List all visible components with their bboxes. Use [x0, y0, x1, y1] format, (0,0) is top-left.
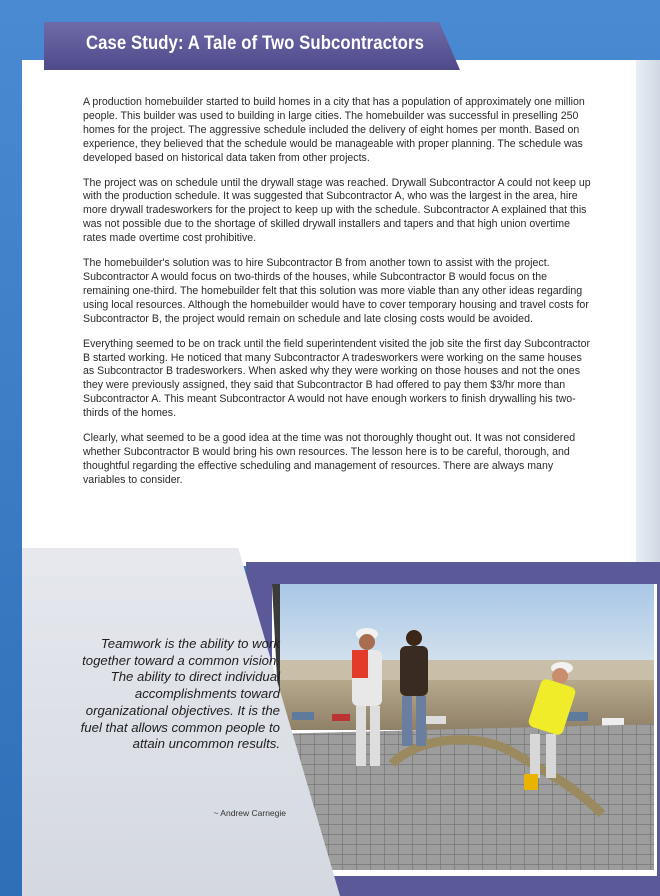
quote-author: ~ Andrew Carnegie: [213, 808, 286, 818]
paragraph-2: The project was on schedule until the drywall stage was reached. Drywall Subcontractor A could not keep up with the production schedule. It was suggested that Subcontractor A, who was the largest in the area, hire more drywall tradesworkers for the project to keep up with the schedule. Subcontractor A explained that this was not possible due to the shortage of skilled drywall installers and tapers and that high union overtime rates made overtime cost prohibitive.: [83, 176, 591, 245]
paragraph-5: Clearly, what seemed to be a good idea at the time was not thoroughly thought out. It was not considered whether Subcontractor B would bring his own resources. The lesson here is to be careful, thorough, and thoughtful regarding the effective scheduling and management of resources. There are always many variables to consider.: [83, 432, 576, 486]
paragraph-3: The homebuilder's solution was to hire Subcontractor B from another town to assist with the project. Subcontractor A would focus on two-thirds of the houses, while Subcontractor B would focus on the remaining one-third. The homebuilder felt that this solution was more viable than any other ideas regarding using local resources. Although the homebuilder would have to cover temporary housing and travel costs for Subcontractor B, the project would remain on schedule and late closing costs would be avoided.: [83, 257, 589, 325]
construction-photo: [272, 584, 654, 870]
paragraph-4: Everything seemed to be on track until the field superintendent visited the job site the first day Subcontractor B started working. He noticed that many Subcontractor A tradesworkers were working on the same houses as Subcontractor B tradesworkers. When asked why they were working on those houses and not the ones they were previously assigned, they said that Subcontractor B had offered to pay them $3/hr more than Subcontractor A. This meant Subcontractor A would not have enough workers to finish drywalling his two-thirds of the homes.: [83, 337, 591, 420]
page-title: Case Study: A Tale of Two Subcontractors: [86, 33, 424, 54]
teamwork-quote: Teamwork is the ability to work together toward a common vision. The ability to direct individual accomplishments toward organizational objectives. It is the fuel that allows common people to attain uncommon results.: [80, 636, 280, 752]
page-edge: [636, 60, 660, 562]
paragraph-1: A production homebuilder started to build homes in a city that has a population of approximately one million people. This builder was used to building in large cities. The homebuilder was successful in preselling 250 homes for the project. The aggressive schedule included the delivery of eight homes per month. Based on experience, they believed that the schedule would be manageable with proper planning. The schedule was developed based on historical data taken from other projects.: [83, 96, 585, 164]
case-study-body: [83, 96, 595, 499]
